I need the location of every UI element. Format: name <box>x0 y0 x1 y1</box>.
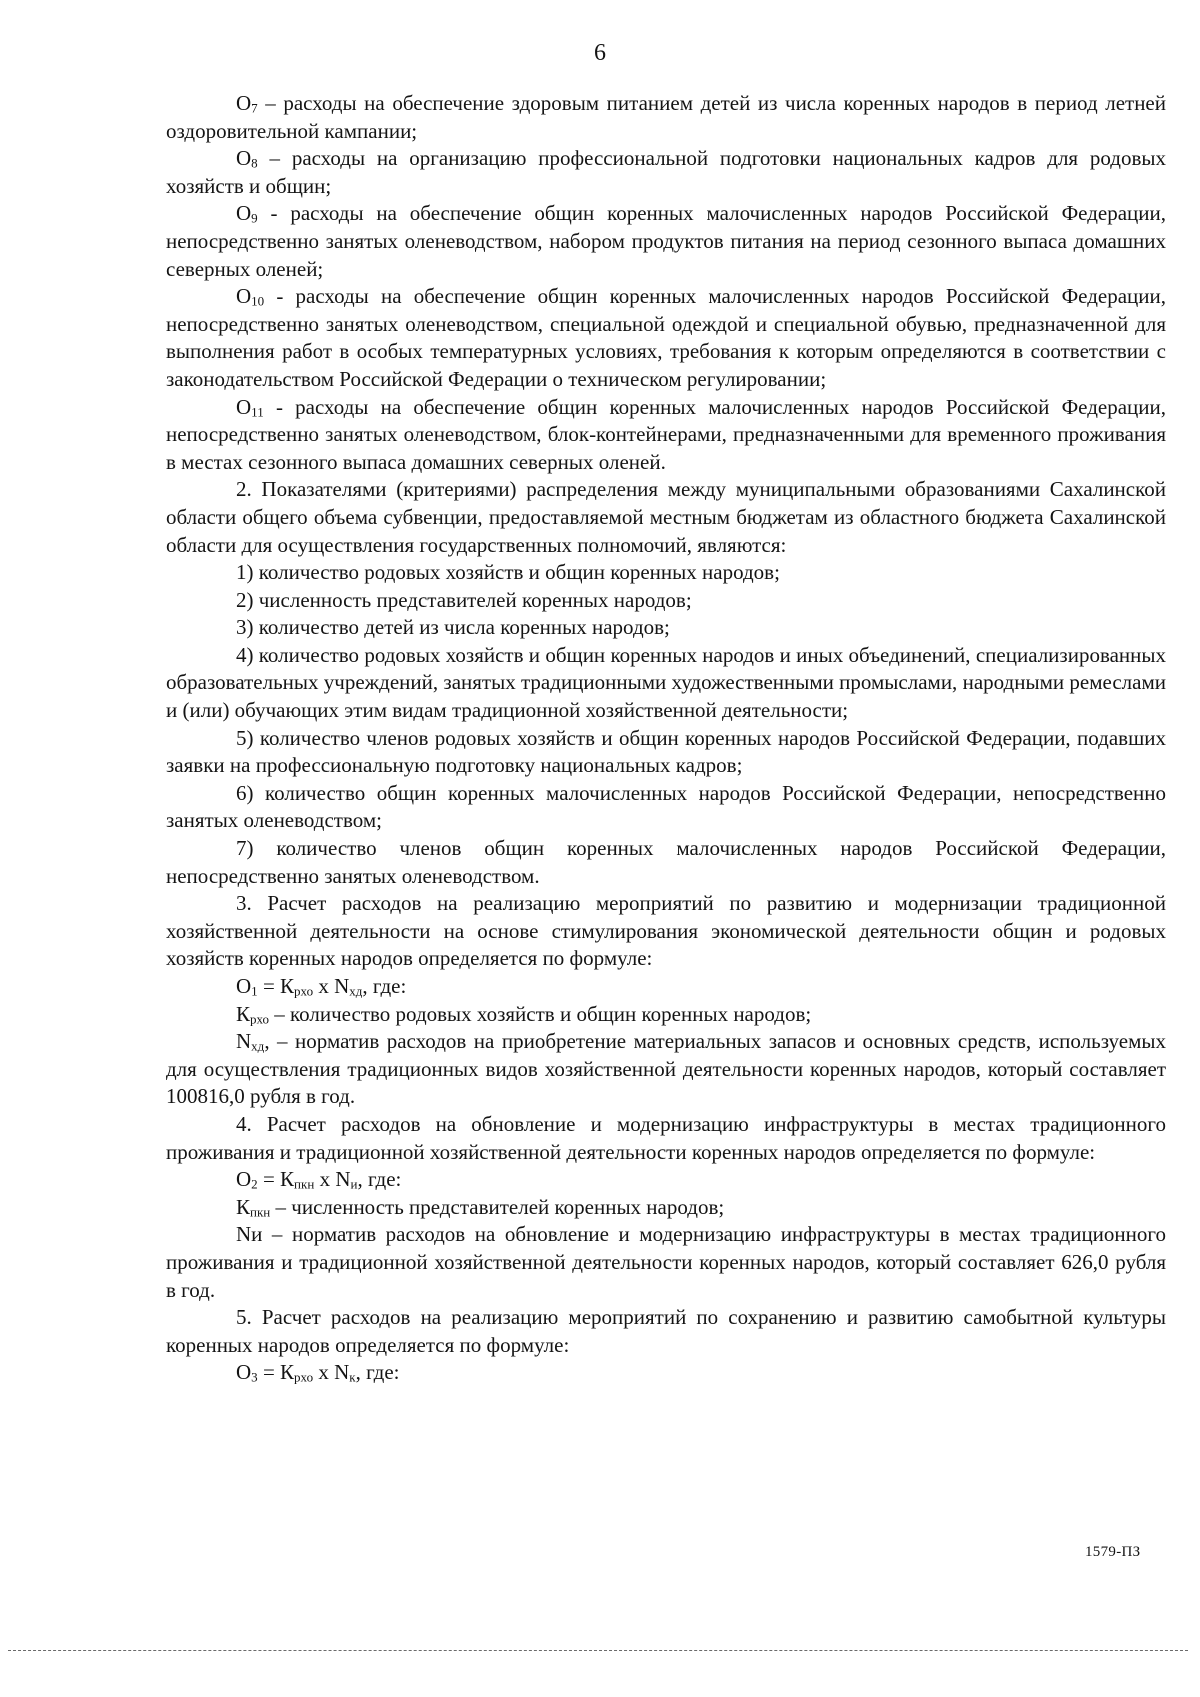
paragraph-section-5: 5. Расчет расходов на реализацию мероприятий по сохранению и развитию самобытной культуры коренных народов определяется по формуле: <box>166 1305 1166 1357</box>
list-item-7: 7) количество членов общин коренных малочисленных народов Российской Федерации, непосредственно занятых оленеводством. <box>166 836 1166 888</box>
list-item-3: 3) количество детей из числа коренных народов; <box>236 615 670 640</box>
formula-o1: $О_1 = К_{рхо}$ x $N_{хд}$, где: <box>236 974 407 999</box>
definition-kpkn: $К_{пкн}$ – численность представителей коренных народов; <box>236 1194 725 1220</box>
list-item-4: 4) количество родовых хозяйств и общин коренных народов и иных объединений, специализированных образовательных учреждений, занятых традиционными художественными промыслами, народными ремеслами и (или) обучающих этим видам традиционной хозяйственной деятельности; <box>166 642 1166 723</box>
paragraph-o11: $О_{11}$ - расходы на обеспечение общин коренных малочисленных народов Российской Федерации, непосредственно занятых оленеводством, блок-контейнерами, предназначенными для временного проживания в местах сезонного выпаса домашних северных оленей. <box>166 394 1166 474</box>
definition-ni: Nи – норматив расходов на обновление и модернизацию инфраструктуры в местах традиционного проживания и традиционной хозяйственной деятельности коренных народов, который составляет 626,0 рубля в год. <box>166 1222 1166 1302</box>
document-body <box>166 90 1166 1387</box>
definition-nhd: $N_{хд}$, – норматив расходов на приобретение материальных запасов и основных средств, используемых для осуществления традиционных видов хозяйственной деятельности коренных народов, который составляет 100816,0 рубля в год. <box>166 1029 1166 1109</box>
paragraph-o7: $О_7$ – расходы на обеспечение здоровым питанием детей из числа коренных народов в период летней оздоровительной кампании; <box>166 91 1166 143</box>
paragraph-o9: $О_9$ - расходы на обеспечение общин коренных малочисленных народов Российской Федерации, непосредственно занятых оленеводством, набором продуктов питания на период сезонного выпаса домашних северных оленей; <box>166 201 1166 281</box>
paragraph-o8: $О_8$ – расходы на организацию профессиональной подготовки национальных кадров для родовых хозяйств и общин; <box>166 146 1166 198</box>
definition-krho: $К_{рхо}$ – количество родовых хозяйств и общин коренных народов; <box>236 1001 812 1027</box>
paragraph-o10: $О_{10}$ - расходы на обеспечение общин коренных малочисленных народов Российской Федерации, непосредственно занятых оленеводством, специальной одеждой и специальной обувью, предназначенной для выполнения работ в особых температурных условиях, требования к которым определяются в соответствии с законодательством Российской Федерации о техническом регулировании; <box>166 284 1166 391</box>
formula-o3: $О_3 = К_{рхо}$ x $N_к$, где: <box>236 1360 400 1385</box>
paragraph-section-3: 3. Расчет расходов на реализацию мероприятий по развитию и модернизации традиционной хозяйственной деятельности на основе стимулирования экономической деятельности общин и родовых хозяйств коренных народов определяется по формуле: <box>166 891 1166 971</box>
list-item-6: 6) количество общин коренных малочисленных народов Российской Федерации, непосредственно занятых оленеводством; <box>166 780 1166 833</box>
paragraph-section-2: 2. Показателями (критериями) распределения между муниципальными образованиями Сахалинской области общего объема субвенции, предоставляемой местным бюджетам из областного бюджета Сахалинской области для осуществления государственных полномочий, являются: <box>166 477 1166 557</box>
document-code: 1579-ПЗ <box>1085 1544 1141 1560</box>
list-item-1: 1) количество родовых хозяйств и общин коренных народов; <box>236 560 780 585</box>
list-item-2: 2) численность представителей коренных народов; <box>236 587 692 612</box>
formula-o2: $О_2 = К_{пкн}$ x $N_и$, где: <box>236 1167 402 1192</box>
list-item-5: 5) количество членов родовых хозяйств и общин коренных народов Российской Федерации, подавших заявки на профессиональную подготовку национальных кадров; <box>166 725 1166 778</box>
page-number: 6 <box>594 40 606 66</box>
paragraph-section-4: 4. Расчет расходов на обновление и модернизацию инфраструктуры в местах традиционного проживания и традиционной хозяйственной деятельности коренных народов определяется по формуле: <box>166 1111 1166 1164</box>
page-bottom-rule <box>8 1650 1188 1651</box>
